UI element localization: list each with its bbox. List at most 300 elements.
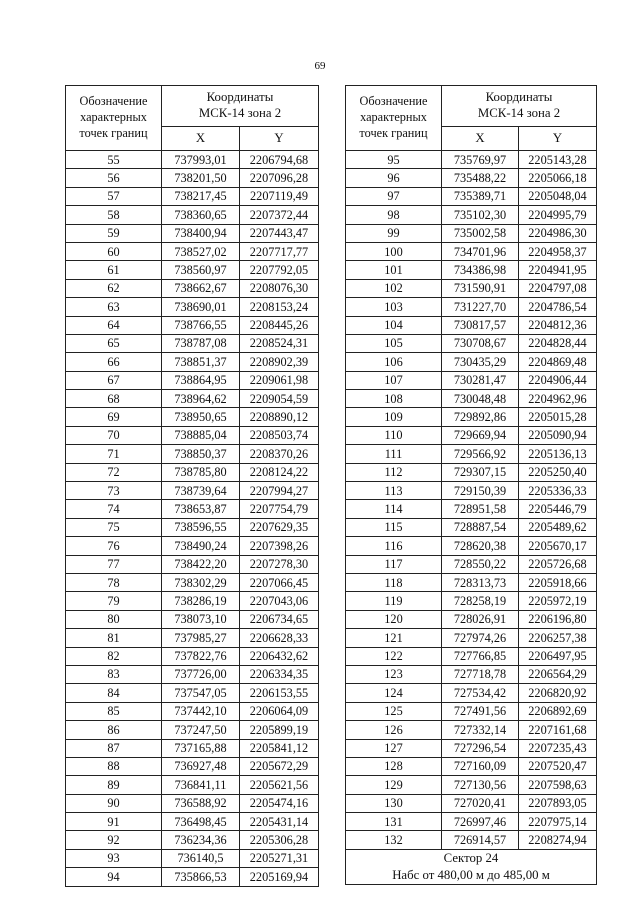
x-coordinate: 731590,91 bbox=[442, 279, 519, 297]
table-row bbox=[346, 334, 597, 352]
y-coordinate: 2209054,59 bbox=[240, 390, 319, 408]
table-row bbox=[346, 831, 597, 849]
point-number: 85 bbox=[66, 702, 162, 720]
table-row bbox=[346, 298, 597, 316]
table-row bbox=[346, 813, 597, 831]
table-row bbox=[346, 187, 597, 205]
x-coordinate: 737442,10 bbox=[162, 702, 240, 720]
table-row bbox=[66, 555, 319, 573]
point-number: 63 bbox=[66, 298, 162, 316]
point-number: 68 bbox=[66, 390, 162, 408]
x-coordinate: 738560,97 bbox=[162, 261, 240, 279]
elevation-range: Набс от 480,00 м до 485,00 м bbox=[392, 868, 550, 883]
point-number: 107 bbox=[346, 371, 442, 389]
point-number: 91 bbox=[66, 813, 162, 831]
x-coordinate: 726914,57 bbox=[442, 831, 519, 849]
table-row bbox=[66, 408, 319, 426]
point-number: 76 bbox=[66, 537, 162, 555]
table-row bbox=[346, 702, 597, 720]
y-coordinate: 2204995,79 bbox=[519, 206, 597, 224]
y-coordinate: 2206794,68 bbox=[240, 151, 319, 169]
x-coordinate: 738787,08 bbox=[162, 334, 240, 352]
x-coordinate: 729892,86 bbox=[442, 408, 519, 426]
point-number: 125 bbox=[346, 702, 442, 720]
x-coordinate: 727020,41 bbox=[442, 794, 519, 812]
y-coordinate: 2207994,27 bbox=[240, 482, 319, 500]
x-coordinate: 730708,67 bbox=[442, 334, 519, 352]
point-number: 55 bbox=[66, 151, 162, 169]
y-coordinate: 2205090,94 bbox=[519, 426, 597, 444]
x-coordinate: 736140,5 bbox=[162, 849, 240, 867]
point-number: 87 bbox=[66, 739, 162, 757]
x-coordinate: 729566,92 bbox=[442, 445, 519, 463]
y-coordinate: 2207893,05 bbox=[519, 794, 597, 812]
point-number: 58 bbox=[66, 206, 162, 224]
table-row bbox=[66, 702, 319, 720]
y-coordinate: 2208902,39 bbox=[240, 353, 319, 371]
point-number: 81 bbox=[66, 629, 162, 647]
y-coordinate: 2205271,31 bbox=[240, 849, 319, 867]
point-number: 60 bbox=[66, 242, 162, 260]
y-column-header: Y bbox=[519, 127, 597, 151]
x-coordinate: 730817,57 bbox=[442, 316, 519, 334]
point-number: 73 bbox=[66, 482, 162, 500]
point-number: 59 bbox=[66, 224, 162, 242]
point-number: 86 bbox=[66, 721, 162, 739]
table-row bbox=[346, 794, 597, 812]
table-row bbox=[66, 371, 319, 389]
x-coordinate: 727160,09 bbox=[442, 757, 519, 775]
table-row bbox=[66, 721, 319, 739]
y-coordinate: 2206734,65 bbox=[240, 610, 319, 628]
point-number: 115 bbox=[346, 518, 442, 536]
point-number: 120 bbox=[346, 610, 442, 628]
y-coordinate: 2208370,26 bbox=[240, 445, 319, 463]
x-coordinate: 735488,22 bbox=[442, 169, 519, 187]
point-number: 109 bbox=[346, 408, 442, 426]
y-coordinate: 2205336,33 bbox=[519, 482, 597, 500]
y-coordinate: 2208503,74 bbox=[240, 426, 319, 444]
table-row bbox=[66, 665, 319, 683]
x-coordinate: 738662,67 bbox=[162, 279, 240, 297]
point-number: 83 bbox=[66, 665, 162, 683]
y-coordinate: 2205474,16 bbox=[240, 794, 319, 812]
table-row bbox=[66, 831, 319, 849]
y-coordinate: 2208890,12 bbox=[240, 408, 319, 426]
y-coordinate: 2206892,69 bbox=[519, 702, 597, 720]
point-number: 121 bbox=[346, 629, 442, 647]
y-coordinate: 2206820,92 bbox=[519, 684, 597, 702]
y-coordinate: 2205446,79 bbox=[519, 500, 597, 518]
y-coordinate: 2205899,19 bbox=[240, 721, 319, 739]
y-coordinate: 2205670,17 bbox=[519, 537, 597, 555]
x-coordinate: 729669,94 bbox=[442, 426, 519, 444]
table-row bbox=[346, 592, 597, 610]
point-number: 90 bbox=[66, 794, 162, 812]
y-coordinate: 2205066,18 bbox=[519, 169, 597, 187]
x-coordinate: 738201,50 bbox=[162, 169, 240, 187]
point-number: 80 bbox=[66, 610, 162, 628]
point-number: 57 bbox=[66, 187, 162, 205]
table-body-right bbox=[346, 151, 597, 850]
y-coordinate: 2206064,09 bbox=[240, 702, 319, 720]
y-coordinate: 2204906,44 bbox=[519, 371, 597, 389]
y-coordinate: 2204962,96 bbox=[519, 390, 597, 408]
x-coordinate: 738739,64 bbox=[162, 482, 240, 500]
x-coordinate: 738302,29 bbox=[162, 573, 240, 591]
point-number: 129 bbox=[346, 776, 442, 794]
point-number: 75 bbox=[66, 518, 162, 536]
coordinates-group-header: Координаты МСК-14 зона 2 bbox=[442, 86, 597, 127]
table-row bbox=[66, 151, 319, 169]
x-coordinate: 728026,91 bbox=[442, 610, 519, 628]
point-number: 114 bbox=[346, 500, 442, 518]
x-coordinate: 730435,29 bbox=[442, 353, 519, 371]
table-row bbox=[346, 629, 597, 647]
y-coordinate: 2205726,68 bbox=[519, 555, 597, 573]
y-coordinate: 2208076,30 bbox=[240, 279, 319, 297]
y-coordinate: 2205431,14 bbox=[240, 813, 319, 831]
table-row bbox=[346, 445, 597, 463]
x-coordinate: 738653,87 bbox=[162, 500, 240, 518]
y-coordinate: 2209061,98 bbox=[240, 371, 319, 389]
y-coordinate: 2207066,45 bbox=[240, 573, 319, 591]
x-coordinate: 728887,54 bbox=[442, 518, 519, 536]
point-number: 92 bbox=[66, 831, 162, 849]
x-coordinate: 737247,50 bbox=[162, 721, 240, 739]
coordinates-table-left bbox=[65, 85, 319, 887]
table-row bbox=[346, 684, 597, 702]
point-number: 69 bbox=[66, 408, 162, 426]
table-row bbox=[346, 408, 597, 426]
point-number: 124 bbox=[346, 684, 442, 702]
coordinates-group-header: Координаты МСК-14 зона 2 bbox=[162, 86, 319, 127]
y-coordinate: 2204812,36 bbox=[519, 316, 597, 334]
point-number: 70 bbox=[66, 426, 162, 444]
table-row bbox=[66, 279, 319, 297]
point-number: 98 bbox=[346, 206, 442, 224]
x-coordinate: 737822,76 bbox=[162, 647, 240, 665]
x-coordinate: 738850,37 bbox=[162, 445, 240, 463]
x-coordinate: 738785,80 bbox=[162, 463, 240, 481]
point-number: 117 bbox=[346, 555, 442, 573]
y-coordinate: 2205621,56 bbox=[240, 776, 319, 794]
point-number: 122 bbox=[346, 647, 442, 665]
point-number: 127 bbox=[346, 739, 442, 757]
y-coordinate: 2206257,38 bbox=[519, 629, 597, 647]
y-coordinate: 2205143,28 bbox=[519, 151, 597, 169]
y-coordinate: 2205306,28 bbox=[240, 831, 319, 849]
table-row bbox=[66, 592, 319, 610]
point-number: 67 bbox=[66, 371, 162, 389]
table-row bbox=[346, 610, 597, 628]
point-number: 128 bbox=[346, 757, 442, 775]
table-row bbox=[66, 813, 319, 831]
table-row bbox=[66, 757, 319, 775]
x-coordinate: 738527,02 bbox=[162, 242, 240, 260]
x-coordinate: 738885,04 bbox=[162, 426, 240, 444]
y-coordinate: 2207520,47 bbox=[519, 757, 597, 775]
x-coordinate: 728313,73 bbox=[442, 573, 519, 591]
table-row bbox=[66, 261, 319, 279]
table-row bbox=[66, 610, 319, 628]
point-number: 102 bbox=[346, 279, 442, 297]
point-number: 96 bbox=[346, 169, 442, 187]
x-coordinate: 727332,14 bbox=[442, 721, 519, 739]
table-row bbox=[66, 463, 319, 481]
table-row bbox=[66, 518, 319, 536]
table-row bbox=[66, 206, 319, 224]
table-row bbox=[66, 187, 319, 205]
table-row bbox=[346, 151, 597, 169]
point-number: 99 bbox=[346, 224, 442, 242]
y-coordinate: 2207598,63 bbox=[519, 776, 597, 794]
x-coordinate: 727130,56 bbox=[442, 776, 519, 794]
table-row bbox=[346, 463, 597, 481]
point-number: 97 bbox=[346, 187, 442, 205]
table-row bbox=[346, 279, 597, 297]
table-row bbox=[346, 482, 597, 500]
x-coordinate: 738422,20 bbox=[162, 555, 240, 573]
point-number: 71 bbox=[66, 445, 162, 463]
table-row bbox=[66, 426, 319, 444]
x-coordinate: 738360,65 bbox=[162, 206, 240, 224]
x-coordinate: 738490,24 bbox=[162, 537, 240, 555]
point-number: 104 bbox=[346, 316, 442, 334]
point-number: 88 bbox=[66, 757, 162, 775]
table-row bbox=[346, 647, 597, 665]
point-number: 77 bbox=[66, 555, 162, 573]
y-coordinate: 2208445,26 bbox=[240, 316, 319, 334]
x-coordinate: 738286,19 bbox=[162, 592, 240, 610]
table-row bbox=[346, 353, 597, 371]
point-number: 56 bbox=[66, 169, 162, 187]
y-coordinate: 2207975,14 bbox=[519, 813, 597, 831]
point-number: 72 bbox=[66, 463, 162, 481]
x-coordinate: 736498,45 bbox=[162, 813, 240, 831]
y-coordinate: 2205972,19 bbox=[519, 592, 597, 610]
x-coordinate: 738950,65 bbox=[162, 408, 240, 426]
point-number: 116 bbox=[346, 537, 442, 555]
x-coordinate: 736841,11 bbox=[162, 776, 240, 794]
point-number: 132 bbox=[346, 831, 442, 849]
table-row bbox=[66, 224, 319, 242]
table-row bbox=[346, 206, 597, 224]
x-coordinate: 735002,58 bbox=[442, 224, 519, 242]
y-coordinate: 2208524,31 bbox=[240, 334, 319, 352]
point-number: 112 bbox=[346, 463, 442, 481]
coordinates-table-right bbox=[345, 85, 597, 885]
x-coordinate: 737985,27 bbox=[162, 629, 240, 647]
table-row bbox=[66, 794, 319, 812]
point-number: 101 bbox=[346, 261, 442, 279]
table-row bbox=[346, 573, 597, 591]
y-coordinate: 2208124,22 bbox=[240, 463, 319, 481]
x-coordinate: 727718,78 bbox=[442, 665, 519, 683]
y-coordinate: 2207372,44 bbox=[240, 206, 319, 224]
y-coordinate: 2205918,66 bbox=[519, 573, 597, 591]
table-row bbox=[346, 261, 597, 279]
y-coordinate: 2207278,30 bbox=[240, 555, 319, 573]
x-coordinate: 738964,62 bbox=[162, 390, 240, 408]
table-row bbox=[346, 169, 597, 187]
table-row bbox=[346, 555, 597, 573]
y-coordinate: 2204986,30 bbox=[519, 224, 597, 242]
point-number: 113 bbox=[346, 482, 442, 500]
y-coordinate: 2207235,43 bbox=[519, 739, 597, 757]
point-number: 62 bbox=[66, 279, 162, 297]
sector-footer bbox=[346, 849, 597, 885]
y-coordinate: 2207629,35 bbox=[240, 518, 319, 536]
point-number: 118 bbox=[346, 573, 442, 591]
point-number: 95 bbox=[346, 151, 442, 169]
table-row bbox=[66, 390, 319, 408]
x-coordinate: 727296,54 bbox=[442, 739, 519, 757]
y-coordinate: 2205250,40 bbox=[519, 463, 597, 481]
point-number: 103 bbox=[346, 298, 442, 316]
table-row bbox=[346, 224, 597, 242]
table-row bbox=[66, 353, 319, 371]
table-row bbox=[346, 242, 597, 260]
x-coordinate: 738596,55 bbox=[162, 518, 240, 536]
point-number: 89 bbox=[66, 776, 162, 794]
x-coordinate: 737547,05 bbox=[162, 684, 240, 702]
table-row bbox=[66, 573, 319, 591]
x-coordinate: 729150,39 bbox=[442, 482, 519, 500]
point-number: 78 bbox=[66, 573, 162, 591]
table-row bbox=[346, 665, 597, 683]
point-number: 61 bbox=[66, 261, 162, 279]
point-number: 108 bbox=[346, 390, 442, 408]
point-number: 131 bbox=[346, 813, 442, 831]
x-coordinate: 728620,38 bbox=[442, 537, 519, 555]
table-row bbox=[346, 757, 597, 775]
table-row bbox=[346, 371, 597, 389]
x-coordinate: 736927,48 bbox=[162, 757, 240, 775]
x-coordinate: 738766,55 bbox=[162, 316, 240, 334]
point-number: 119 bbox=[346, 592, 442, 610]
table-row bbox=[346, 721, 597, 739]
table-row bbox=[66, 334, 319, 352]
y-coordinate: 2204828,44 bbox=[519, 334, 597, 352]
y-coordinate: 2204869,48 bbox=[519, 353, 597, 371]
x-coordinate: 728951,58 bbox=[442, 500, 519, 518]
table-row bbox=[346, 426, 597, 444]
x-coordinate: 730281,47 bbox=[442, 371, 519, 389]
y-coordinate: 2207043,06 bbox=[240, 592, 319, 610]
point-number: 123 bbox=[346, 665, 442, 683]
y-coordinate: 2205015,28 bbox=[519, 408, 597, 426]
y-coordinate: 2204786,54 bbox=[519, 298, 597, 316]
point-number: 105 bbox=[346, 334, 442, 352]
point-number: 74 bbox=[66, 500, 162, 518]
x-coordinate: 737726,00 bbox=[162, 665, 240, 683]
table-row bbox=[66, 445, 319, 463]
table-row bbox=[346, 390, 597, 408]
x-column-header: X bbox=[162, 127, 240, 151]
x-coordinate: 738217,45 bbox=[162, 187, 240, 205]
x-coordinate: 738400,94 bbox=[162, 224, 240, 242]
x-coordinate: 734701,96 bbox=[442, 242, 519, 260]
sector-label: Сектор 24 bbox=[443, 850, 499, 865]
table-row bbox=[66, 482, 319, 500]
point-number: 79 bbox=[66, 592, 162, 610]
y-coordinate: 2205136,13 bbox=[519, 445, 597, 463]
x-coordinate: 727491,56 bbox=[442, 702, 519, 720]
table-row bbox=[66, 776, 319, 794]
table-row bbox=[346, 316, 597, 334]
x-coordinate: 730048,48 bbox=[442, 390, 519, 408]
table-row bbox=[346, 500, 597, 518]
y-coordinate: 2206153,55 bbox=[240, 684, 319, 702]
x-coordinate: 735866,53 bbox=[162, 868, 240, 886]
point-number: 106 bbox=[346, 353, 442, 371]
y-coordinate: 2207792,05 bbox=[240, 261, 319, 279]
y-coordinate: 2205841,12 bbox=[240, 739, 319, 757]
table-row bbox=[66, 298, 319, 316]
x-column-header: X bbox=[442, 127, 519, 151]
x-coordinate: 727534,42 bbox=[442, 684, 519, 702]
table-row bbox=[66, 849, 319, 867]
table-row bbox=[66, 684, 319, 702]
x-coordinate: 734386,98 bbox=[442, 261, 519, 279]
table-row bbox=[66, 868, 319, 886]
point-number: 111 bbox=[346, 445, 442, 463]
table-row bbox=[66, 739, 319, 757]
y-coordinate: 2206628,33 bbox=[240, 629, 319, 647]
y-coordinate: 2204941,95 bbox=[519, 261, 597, 279]
y-coordinate: 2207119,49 bbox=[240, 187, 319, 205]
x-coordinate: 736588,92 bbox=[162, 794, 240, 812]
point-number: 94 bbox=[66, 868, 162, 886]
y-coordinate: 2205489,62 bbox=[519, 518, 597, 536]
x-coordinate: 736234,36 bbox=[162, 831, 240, 849]
x-coordinate: 726997,46 bbox=[442, 813, 519, 831]
point-number: 65 bbox=[66, 334, 162, 352]
table-row bbox=[66, 647, 319, 665]
y-coordinate: 2207398,26 bbox=[240, 537, 319, 555]
y-coordinate: 2207161,68 bbox=[519, 721, 597, 739]
x-coordinate: 738690,01 bbox=[162, 298, 240, 316]
x-coordinate: 737993,01 bbox=[162, 151, 240, 169]
table-row bbox=[346, 518, 597, 536]
point-number: 93 bbox=[66, 849, 162, 867]
table-row bbox=[66, 242, 319, 260]
x-coordinate: 731227,70 bbox=[442, 298, 519, 316]
y-coordinate: 2206334,35 bbox=[240, 665, 319, 683]
x-coordinate: 735769,97 bbox=[442, 151, 519, 169]
table-row bbox=[66, 500, 319, 518]
table-row bbox=[346, 739, 597, 757]
x-coordinate: 735102,30 bbox=[442, 206, 519, 224]
y-coordinate: 2207754,79 bbox=[240, 500, 319, 518]
x-coordinate: 737165,88 bbox=[162, 739, 240, 757]
x-coordinate: 727766,85 bbox=[442, 647, 519, 665]
y-column-header: Y bbox=[240, 127, 319, 151]
x-coordinate: 727974,26 bbox=[442, 629, 519, 647]
point-number: 126 bbox=[346, 721, 442, 739]
x-coordinate: 728550,22 bbox=[442, 555, 519, 573]
page-number: 69 bbox=[314, 60, 326, 72]
table-row bbox=[346, 537, 597, 555]
y-coordinate: 2206564,29 bbox=[519, 665, 597, 683]
point-number: 110 bbox=[346, 426, 442, 444]
y-coordinate: 2208153,24 bbox=[240, 298, 319, 316]
x-coordinate: 738864,95 bbox=[162, 371, 240, 389]
y-coordinate: 2208274,94 bbox=[519, 831, 597, 849]
y-coordinate: 2206497,95 bbox=[519, 647, 597, 665]
table-row bbox=[66, 629, 319, 647]
